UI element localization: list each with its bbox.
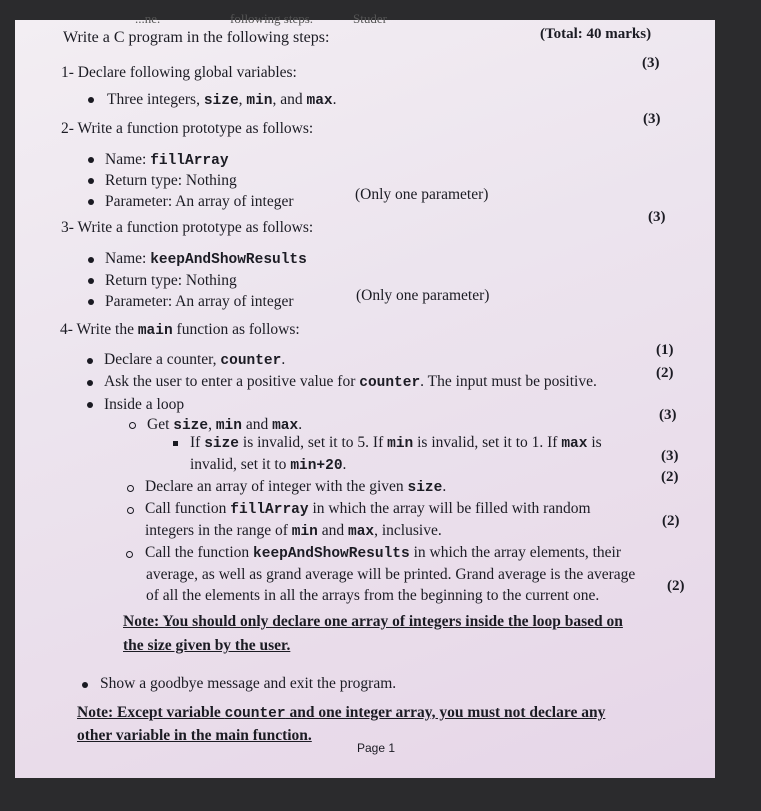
validation-line-2: invalid, set it to min+20.: [190, 456, 347, 474]
bullet: [88, 257, 94, 263]
ask-counter: Ask the user to enter a positive value for counter. The input must be positive.: [104, 373, 597, 391]
show-results-line-1: Call the function keepAndShowResults in which the array elements, their: [145, 544, 622, 562]
section-1-heading: 1- Declare following global variables:: [61, 64, 297, 81]
show-results-line-2: average, as well as grand average will be printed. Grand average is the average: [146, 566, 636, 583]
section-2-marks: (3): [643, 111, 661, 127]
section-2-heading: 2- Write a function prototype as follows:: [61, 120, 314, 137]
section-2-name: Name: fillArray: [105, 151, 229, 169]
goodbye-message: Show a goodbye message and exit the program.: [100, 675, 397, 692]
page-number: Page 1: [357, 741, 396, 755]
bullet: [88, 299, 94, 305]
bullet: [87, 358, 93, 364]
show-results-line-3: of all the elements in all the arrays from the beginning to the current one.: [146, 587, 600, 604]
circle-bullet: [126, 551, 133, 558]
section-3-name: Name: keepAndShowResults: [105, 250, 307, 268]
bullet: [87, 380, 93, 386]
exam-page: [15, 11, 715, 778]
note-2-line-1: Note: Except variable counter and one integer array, you must not declare any: [77, 704, 606, 722]
fill-array-line-1: Call function fillArray in which the array will be filled with random: [145, 500, 591, 518]
section-3-heading: 3- Write a function prototype as follows:: [61, 219, 314, 236]
marks-results: (2): [667, 578, 685, 594]
marks-array: (2): [661, 469, 679, 485]
circle-bullet: [127, 485, 134, 492]
bullet: [87, 402, 93, 408]
section-4-heading: 4- Write the main function as follows:: [60, 321, 300, 339]
validation-line-1: If size is invalid, set it to 5. If min is invalid, set it to 1. If max is: [190, 434, 602, 452]
note-1-line-2: the size given by the user.: [123, 637, 291, 654]
marks-counter: (1): [656, 342, 674, 358]
declare-array: Declare an array of integer with the given size.: [145, 478, 447, 496]
get-size-min-max: Get size, min and max.: [147, 416, 303, 434]
marks-ask: (2): [656, 365, 674, 381]
section-1-item: Three integers, size, min, and max.: [107, 91, 337, 109]
section-3-param-note: (Only one parameter): [356, 287, 490, 304]
bullet: [88, 157, 94, 163]
section-1-marks: (3): [642, 55, 660, 71]
total-marks: (Total: 40 marks): [540, 26, 652, 42]
bullet: [88, 97, 94, 103]
declare-counter: Declare a counter, counter.: [104, 351, 286, 369]
bullet: [88, 178, 94, 184]
section-3-marks: (3): [648, 209, 666, 225]
inside-loop: Inside a loop: [104, 396, 185, 413]
section-2-param: Parameter: An array of integer: [105, 193, 294, 210]
bullet: [82, 682, 88, 688]
marks-fill: (2): [662, 513, 680, 529]
marks-validation: (3): [661, 448, 679, 464]
intro-line: Write a C program in the following steps:: [63, 29, 330, 46]
section-3-return: Return type: Nothing: [105, 272, 237, 289]
section-2-param-note: (Only one parameter): [355, 186, 489, 203]
section-2-return: Return type: Nothing: [105, 172, 237, 189]
square-bullet: [173, 441, 178, 446]
circle-bullet: [129, 422, 136, 429]
note-2-line-2: other variable in the main function.: [77, 727, 312, 744]
bullet: [88, 278, 94, 284]
fill-array-line-2: integers in the range of min and max, inclusive.: [145, 522, 442, 540]
bullet: [88, 199, 94, 205]
circle-bullet: [127, 507, 134, 514]
marks-get: (3): [659, 407, 677, 423]
section-3-param: Parameter: An array of integer: [105, 293, 294, 310]
note-1-line-1: Note: You should only declare one array of integers inside the loop based on: [123, 613, 623, 630]
cut-off-top-text: ...ne. following steps. Studer: [135, 11, 387, 26]
